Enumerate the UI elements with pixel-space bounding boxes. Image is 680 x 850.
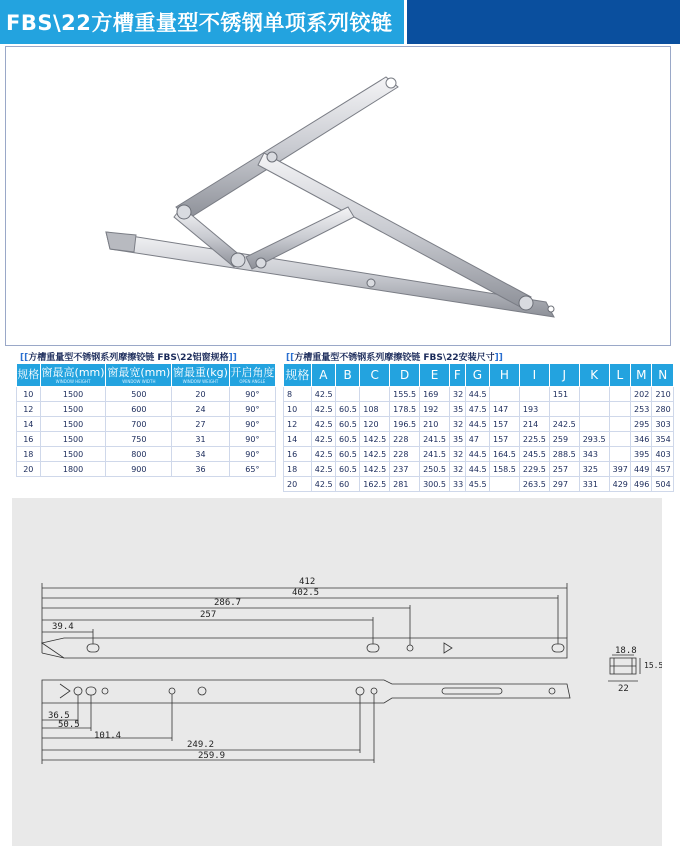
t2-header-3: C <box>360 364 390 387</box>
table-cell: 700 <box>106 417 172 432</box>
table-cell <box>519 387 549 402</box>
t1-header-2: 窗最宽(mm) WINDOW WIDTH <box>106 364 172 387</box>
dim-257: 257 <box>200 610 217 620</box>
table-cell: 280 <box>652 402 674 417</box>
table-cell: 297 <box>549 477 579 492</box>
table-cell: 242.5 <box>549 417 579 432</box>
t2-header-5: E <box>420 364 450 387</box>
hinge-illustration <box>6 47 670 345</box>
table-cell <box>489 477 519 492</box>
table-cell: 90° <box>229 402 275 417</box>
table-cell: 142.5 <box>360 432 390 447</box>
table-cell: 228 <box>390 432 420 447</box>
dim-259-9: 259.9 <box>198 751 226 761</box>
table-row <box>284 477 674 492</box>
table-cell: 32 <box>449 417 465 432</box>
table-row <box>17 462 276 477</box>
table-cell: 142.5 <box>360 447 390 462</box>
table-cell: 500 <box>106 387 172 402</box>
table-cell: 1500 <box>40 402 106 417</box>
table-cell: 429 <box>609 477 630 492</box>
table-cell: 90° <box>229 387 275 402</box>
table-cell: 42.5 <box>311 462 335 477</box>
table-cell: 14 <box>284 432 312 447</box>
table-cell: 1500 <box>40 417 106 432</box>
table-cell <box>609 417 630 432</box>
t2-header-10: J <box>549 364 579 387</box>
dim-50-5: 50.5 <box>58 720 80 730</box>
table-cell: 20 <box>172 387 229 402</box>
table-cell: 35 <box>449 432 465 447</box>
table-cell: 16 <box>17 432 41 447</box>
table-cell <box>609 447 630 462</box>
table-cell: 42.5 <box>311 432 335 447</box>
table-cell: 47 <box>465 432 489 447</box>
table-cell: 229.5 <box>519 462 549 477</box>
t1-header-4: 开启角度 OPEN ANGLE <box>229 364 275 387</box>
table-row <box>284 432 674 447</box>
table-cell: 164.5 <box>489 447 519 462</box>
table-cell: 245.5 <box>519 447 549 462</box>
technical-drawing <box>12 498 662 846</box>
table-cell: 42.5 <box>311 402 335 417</box>
table-cell: 800 <box>106 447 172 462</box>
table-cell: 162.5 <box>360 477 390 492</box>
table-cell: 196.5 <box>390 417 420 432</box>
table-row <box>17 417 276 432</box>
table-cell: 20 <box>17 462 41 477</box>
table-cell: 225.5 <box>519 432 549 447</box>
table-cell: 8 <box>284 387 312 402</box>
dim-286-7: 286.7 <box>214 598 242 608</box>
table-cell: 257 <box>549 462 579 477</box>
table-cell: 192 <box>420 402 450 417</box>
table-cell: 42.5 <box>311 447 335 462</box>
dim-39-4: 39.4 <box>52 622 74 632</box>
t2-header-11: K <box>579 364 609 387</box>
table-cell: 210 <box>652 387 674 402</box>
table-cell: 900 <box>106 462 172 477</box>
table-cell: 12 <box>17 402 41 417</box>
table-row <box>284 447 674 462</box>
table-cell <box>360 387 390 402</box>
t1-header-1: 窗最高(mm) WINDOW HEIGHT <box>40 364 106 387</box>
table-row <box>284 417 674 432</box>
table-cell: 44.5 <box>465 387 489 402</box>
table-cell: 193 <box>519 402 549 417</box>
table-cell: 35 <box>449 402 465 417</box>
table-cell: 253 <box>631 402 652 417</box>
t2-header-7: G <box>465 364 489 387</box>
t1-header-0: 规格 <box>17 364 41 387</box>
page-title: FBS\22方槽重量型不锈钢单项系列铰链 <box>6 11 393 35</box>
table-cell: 1500 <box>40 447 106 462</box>
table-cell: 158.5 <box>489 462 519 477</box>
table-cell: 24 <box>172 402 229 417</box>
table-cell: 16 <box>284 447 312 462</box>
table-cell <box>579 417 609 432</box>
table-cell: 259 <box>549 432 579 447</box>
table-cell: 300.5 <box>420 477 450 492</box>
table-cell: 32 <box>449 447 465 462</box>
table-cell: 449 <box>631 462 652 477</box>
table-cell: 42.5 <box>311 417 335 432</box>
table-cell: 12 <box>284 417 312 432</box>
table-cell: 295 <box>631 417 652 432</box>
t2-header-9: I <box>519 364 549 387</box>
table-cell: 33 <box>449 477 465 492</box>
table-cell: 65° <box>229 462 275 477</box>
table-cell: 151 <box>549 387 579 402</box>
table-row <box>17 447 276 462</box>
table-cell: 457 <box>652 462 674 477</box>
table-cell: 504 <box>652 477 674 492</box>
table-cell <box>609 402 630 417</box>
table-cell: 120 <box>360 417 390 432</box>
t2-header-8: H <box>489 364 519 387</box>
table-cell: 178.5 <box>390 402 420 417</box>
table-cell: 155.5 <box>390 387 420 402</box>
table-cell: 331 <box>579 477 609 492</box>
table-cell <box>609 387 630 402</box>
table-cell: 343 <box>579 447 609 462</box>
table-cell: 14 <box>17 417 41 432</box>
table-cell: 395 <box>631 447 652 462</box>
table-cell: 32 <box>449 462 465 477</box>
table-cell: 36 <box>172 462 229 477</box>
table-row <box>284 462 674 477</box>
spec-table-install <box>283 363 674 492</box>
table-row <box>17 432 276 447</box>
table-cell: 263.5 <box>519 477 549 492</box>
spec-table-window <box>16 363 276 477</box>
t2-header-14: N <box>652 364 674 387</box>
table-cell: 90° <box>229 447 275 462</box>
table-cell: 60.5 <box>336 432 360 447</box>
table-row <box>17 402 276 417</box>
table-cell: 157 <box>489 417 519 432</box>
table-cell: 18 <box>284 462 312 477</box>
table-cell: 397 <box>609 462 630 477</box>
t2-header-2: B <box>336 364 360 387</box>
t2-header-0: 规格 <box>284 364 312 387</box>
page-header <box>0 0 680 44</box>
table-cell: 10 <box>284 402 312 417</box>
table-row <box>17 387 276 402</box>
t1-header-3: 窗最重(kg) WINDOW WEIGHT <box>172 364 229 387</box>
table-cell: 90° <box>229 432 275 447</box>
table-cell: 142.5 <box>360 462 390 477</box>
table-cell: 60.5 <box>336 447 360 462</box>
dim-249-2: 249.2 <box>187 740 215 750</box>
t2-header-12: L <box>609 364 630 387</box>
table-cell: 354 <box>652 432 674 447</box>
table-cell: 27 <box>172 417 229 432</box>
table2-caption: [[方槽重量型不锈钢系列摩擦铰链 FBS\22安装尺寸]] <box>286 353 503 363</box>
t2-header-4: D <box>390 364 420 387</box>
table-cell: 346 <box>631 432 652 447</box>
table-cell: 202 <box>631 387 652 402</box>
t2-header-1: A <box>311 364 335 387</box>
table-cell: 47.5 <box>465 402 489 417</box>
t2-header-13: M <box>631 364 652 387</box>
table-cell: 44.5 <box>465 417 489 432</box>
table-cell: 750 <box>106 432 172 447</box>
table-cell: 60.5 <box>336 402 360 417</box>
table-cell: 90° <box>229 417 275 432</box>
table-cell: 60.5 <box>336 462 360 477</box>
table-cell <box>579 387 609 402</box>
table-cell: 42.5 <box>311 387 335 402</box>
table-cell: 20 <box>284 477 312 492</box>
table-cell: 250.5 <box>420 462 450 477</box>
table-cell: 108 <box>360 402 390 417</box>
table-row <box>284 402 674 417</box>
table-cell: 281 <box>390 477 420 492</box>
dim-412: 412 <box>299 577 316 587</box>
table-cell: 228 <box>390 447 420 462</box>
table-cell: 241.5 <box>420 432 450 447</box>
table-cell <box>579 402 609 417</box>
table-cell: 496 <box>631 477 652 492</box>
table-cell: 169 <box>420 387 450 402</box>
table-cell: 18 <box>17 447 41 462</box>
table-cell: 303 <box>652 417 674 432</box>
table-cell: 44.5 <box>465 462 489 477</box>
table-cell: 214 <box>519 417 549 432</box>
table-cell: 210 <box>420 417 450 432</box>
dim-18-8: 18.8 <box>615 646 637 656</box>
table-cell: 288.5 <box>549 447 579 462</box>
header-dark-band <box>407 0 680 44</box>
table-cell: 42.5 <box>311 477 335 492</box>
t2-header-6: F <box>449 364 465 387</box>
dim-15-5: 15.5 <box>644 661 662 670</box>
dim-22: 22 <box>618 684 629 694</box>
table-row <box>284 387 674 402</box>
dim-101-4: 101.4 <box>94 731 122 741</box>
table-cell <box>609 432 630 447</box>
dim-402-5: 402.5 <box>292 588 320 598</box>
dimension-drawing <box>12 498 662 846</box>
table-cell: 147 <box>489 402 519 417</box>
table-cell: 45.5 <box>465 477 489 492</box>
table-cell <box>336 387 360 402</box>
table-cell: 32 <box>449 387 465 402</box>
table-cell: 1800 <box>40 462 106 477</box>
table-cell: 60.5 <box>336 417 360 432</box>
table-cell: 1500 <box>40 432 106 447</box>
table-cell: 403 <box>652 447 674 462</box>
table-cell: 1500 <box>40 387 106 402</box>
table-cell: 10 <box>17 387 41 402</box>
product-photo <box>5 46 671 346</box>
table-cell: 600 <box>106 402 172 417</box>
table-cell: 237 <box>390 462 420 477</box>
table-cell: 157 <box>489 432 519 447</box>
table-cell <box>549 402 579 417</box>
table-cell: 34 <box>172 447 229 462</box>
dim-36-5: 36.5 <box>48 711 70 721</box>
table-cell: 44.5 <box>465 447 489 462</box>
table-cell: 241.5 <box>420 447 450 462</box>
table1-caption: [[方槽重量型不锈钢系列摩擦铰链 FBS\22铝窗规格]] <box>20 353 237 363</box>
table-cell: 325 <box>579 462 609 477</box>
table-cell: 293.5 <box>579 432 609 447</box>
table-cell: 31 <box>172 432 229 447</box>
table-cell: 60 <box>336 477 360 492</box>
cross-section <box>608 655 640 681</box>
table-cell <box>489 387 519 402</box>
